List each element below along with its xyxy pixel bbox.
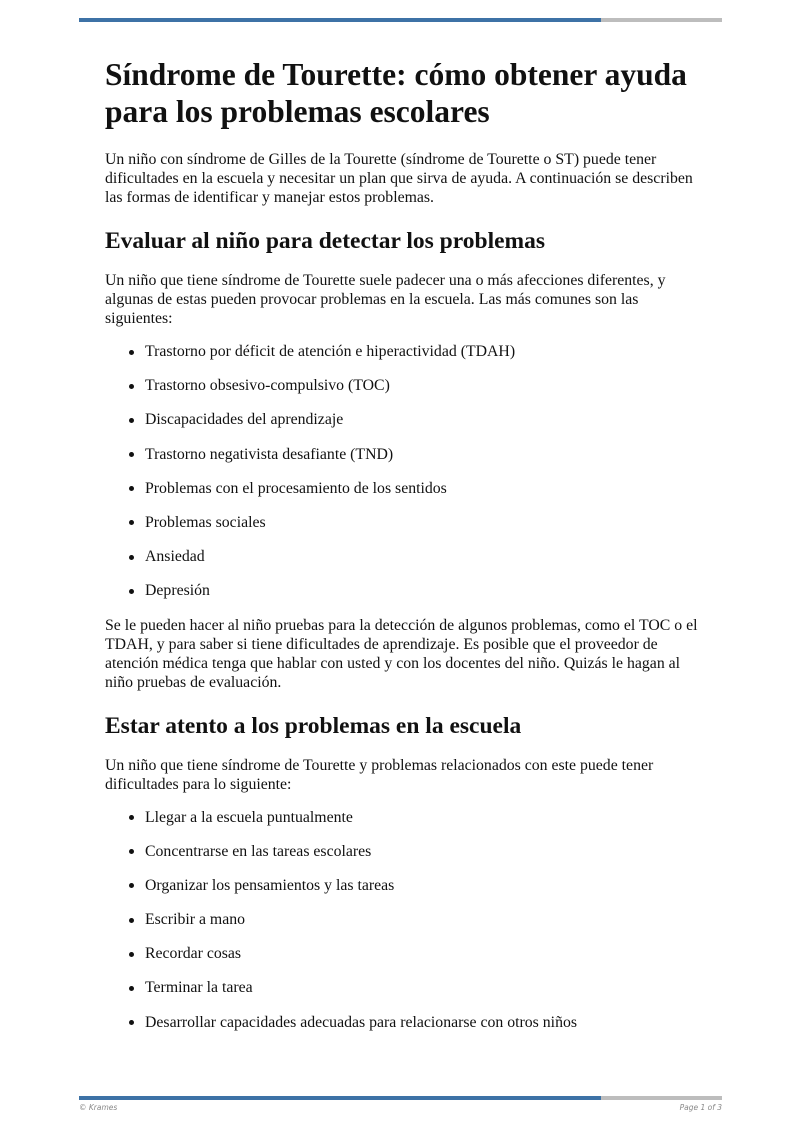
list-item (105, 479, 705, 498)
bullet-icon (129, 849, 134, 854)
header-rule-accent (79, 18, 601, 22)
list-item (105, 978, 705, 997)
list-item (105, 445, 705, 464)
bullet-icon (129, 520, 134, 525)
section-school-problems (105, 712, 705, 1032)
list-item (105, 376, 705, 395)
section-paragraph: Un niño que tiene síndrome de Tourette suele padecer una o más afecciones diferentes, y algunas de estas pueden provocar problemas en la escuela. Las más comunes son las siguientes: (105, 272, 666, 327)
list-item-text: Ansiedad (145, 548, 205, 566)
bullet-icon (129, 918, 134, 923)
section-heading: Estar atento a los problemas en la escuela (105, 712, 522, 739)
footer-rule-remainder (601, 1096, 722, 1100)
bullet-icon (129, 486, 134, 491)
conditions-list (105, 342, 705, 600)
list-item (105, 581, 705, 600)
bullet-icon (129, 883, 134, 888)
header-rule-remainder (601, 18, 722, 22)
list-item-text: Trastorno por déficit de atención e hiperactividad (TDAH) (145, 343, 516, 360)
list-item-text: Recordar cosas (145, 945, 242, 963)
list-item-text: Discapacidades del aprendizaje (145, 411, 344, 429)
list-item (105, 547, 705, 566)
list-item (105, 842, 705, 861)
list-item-text: Escribir a mano (145, 911, 246, 929)
page-footer (79, 1096, 722, 1112)
list-item (105, 342, 705, 361)
list-item (105, 910, 705, 929)
list-item-text: Trastorno negativista desafiante (TND) (145, 445, 394, 463)
list-item-text: Llegar a la escuela puntualmente (145, 808, 353, 826)
bullet-icon (129, 1020, 134, 1025)
list-item (105, 944, 705, 963)
bullet-icon (129, 986, 134, 991)
list-item (105, 410, 705, 429)
bullet-icon (129, 589, 134, 594)
list-item-text: Trastorno obsesivo-compulsivo (TOC) (145, 377, 390, 395)
list-item (105, 513, 705, 532)
bullet-icon (129, 418, 134, 423)
list-item-text: Organizar los pensamientos y las tareas (145, 876, 395, 894)
list-item (105, 876, 705, 895)
list-item-text: Desarrollar capacidades adecuadas para relacionarse con otros niños (145, 1013, 578, 1031)
list-item (105, 808, 705, 827)
difficulties-list (105, 808, 705, 1032)
bullet-icon (129, 555, 134, 560)
bullet-icon (129, 952, 134, 957)
list-item (105, 1013, 705, 1032)
intro-paragraph: Un niño con síndrome de Gilles de la Tourette (síndrome de Tourette o ST) puede tener dificultades en la escuela y necesitar un plan que sirva de ayuda. A continuación se describen las formas de identificar y manejar estos problemas. (105, 151, 693, 206)
bullet-icon (129, 815, 134, 820)
section-paragraph: Un niño que tiene síndrome de Tourette y problemas relacionados con este puede tener dificultades para lo siguiente: (105, 756, 654, 793)
page-indicator: Page 1 of 3 (679, 1103, 722, 1112)
bullet-icon (129, 350, 134, 355)
section-heading: Evaluar al niño para detectar los problemas (105, 228, 545, 254)
list-item-text: Concentrarse en las tareas escolares (145, 842, 372, 860)
footer-rule-accent (79, 1096, 601, 1100)
list-item-text: Problemas con el procesamiento de los sentidos (145, 479, 447, 497)
document-body (105, 56, 705, 1047)
section-paragraph: Se le pueden hacer al niño pruebas para la detección de algunos problemas, como el TOC o el TDAH, y para saber si tiene dificultades de aprendizaje. Es posible que el proveedor de atención médica tenga que hablar con usted y con los docentes del niño. Quizás le hagan al niño pruebas de evaluación. (105, 616, 698, 691)
list-item-text: Depresión (145, 582, 210, 600)
section-evaluate (105, 227, 705, 692)
list-item-text: Problemas sociales (145, 513, 266, 531)
copyright-text: © Krames (79, 1103, 118, 1112)
bullet-icon (129, 452, 134, 457)
footer-meta (79, 1103, 722, 1112)
footer-rule (79, 1096, 722, 1100)
bullet-icon (129, 384, 134, 389)
header-rule (79, 18, 722, 22)
page-title: Síndrome de Tourette: cómo obtener ayuda para los problemas escolares (105, 57, 687, 129)
list-item-text: Terminar la tarea (145, 979, 253, 997)
